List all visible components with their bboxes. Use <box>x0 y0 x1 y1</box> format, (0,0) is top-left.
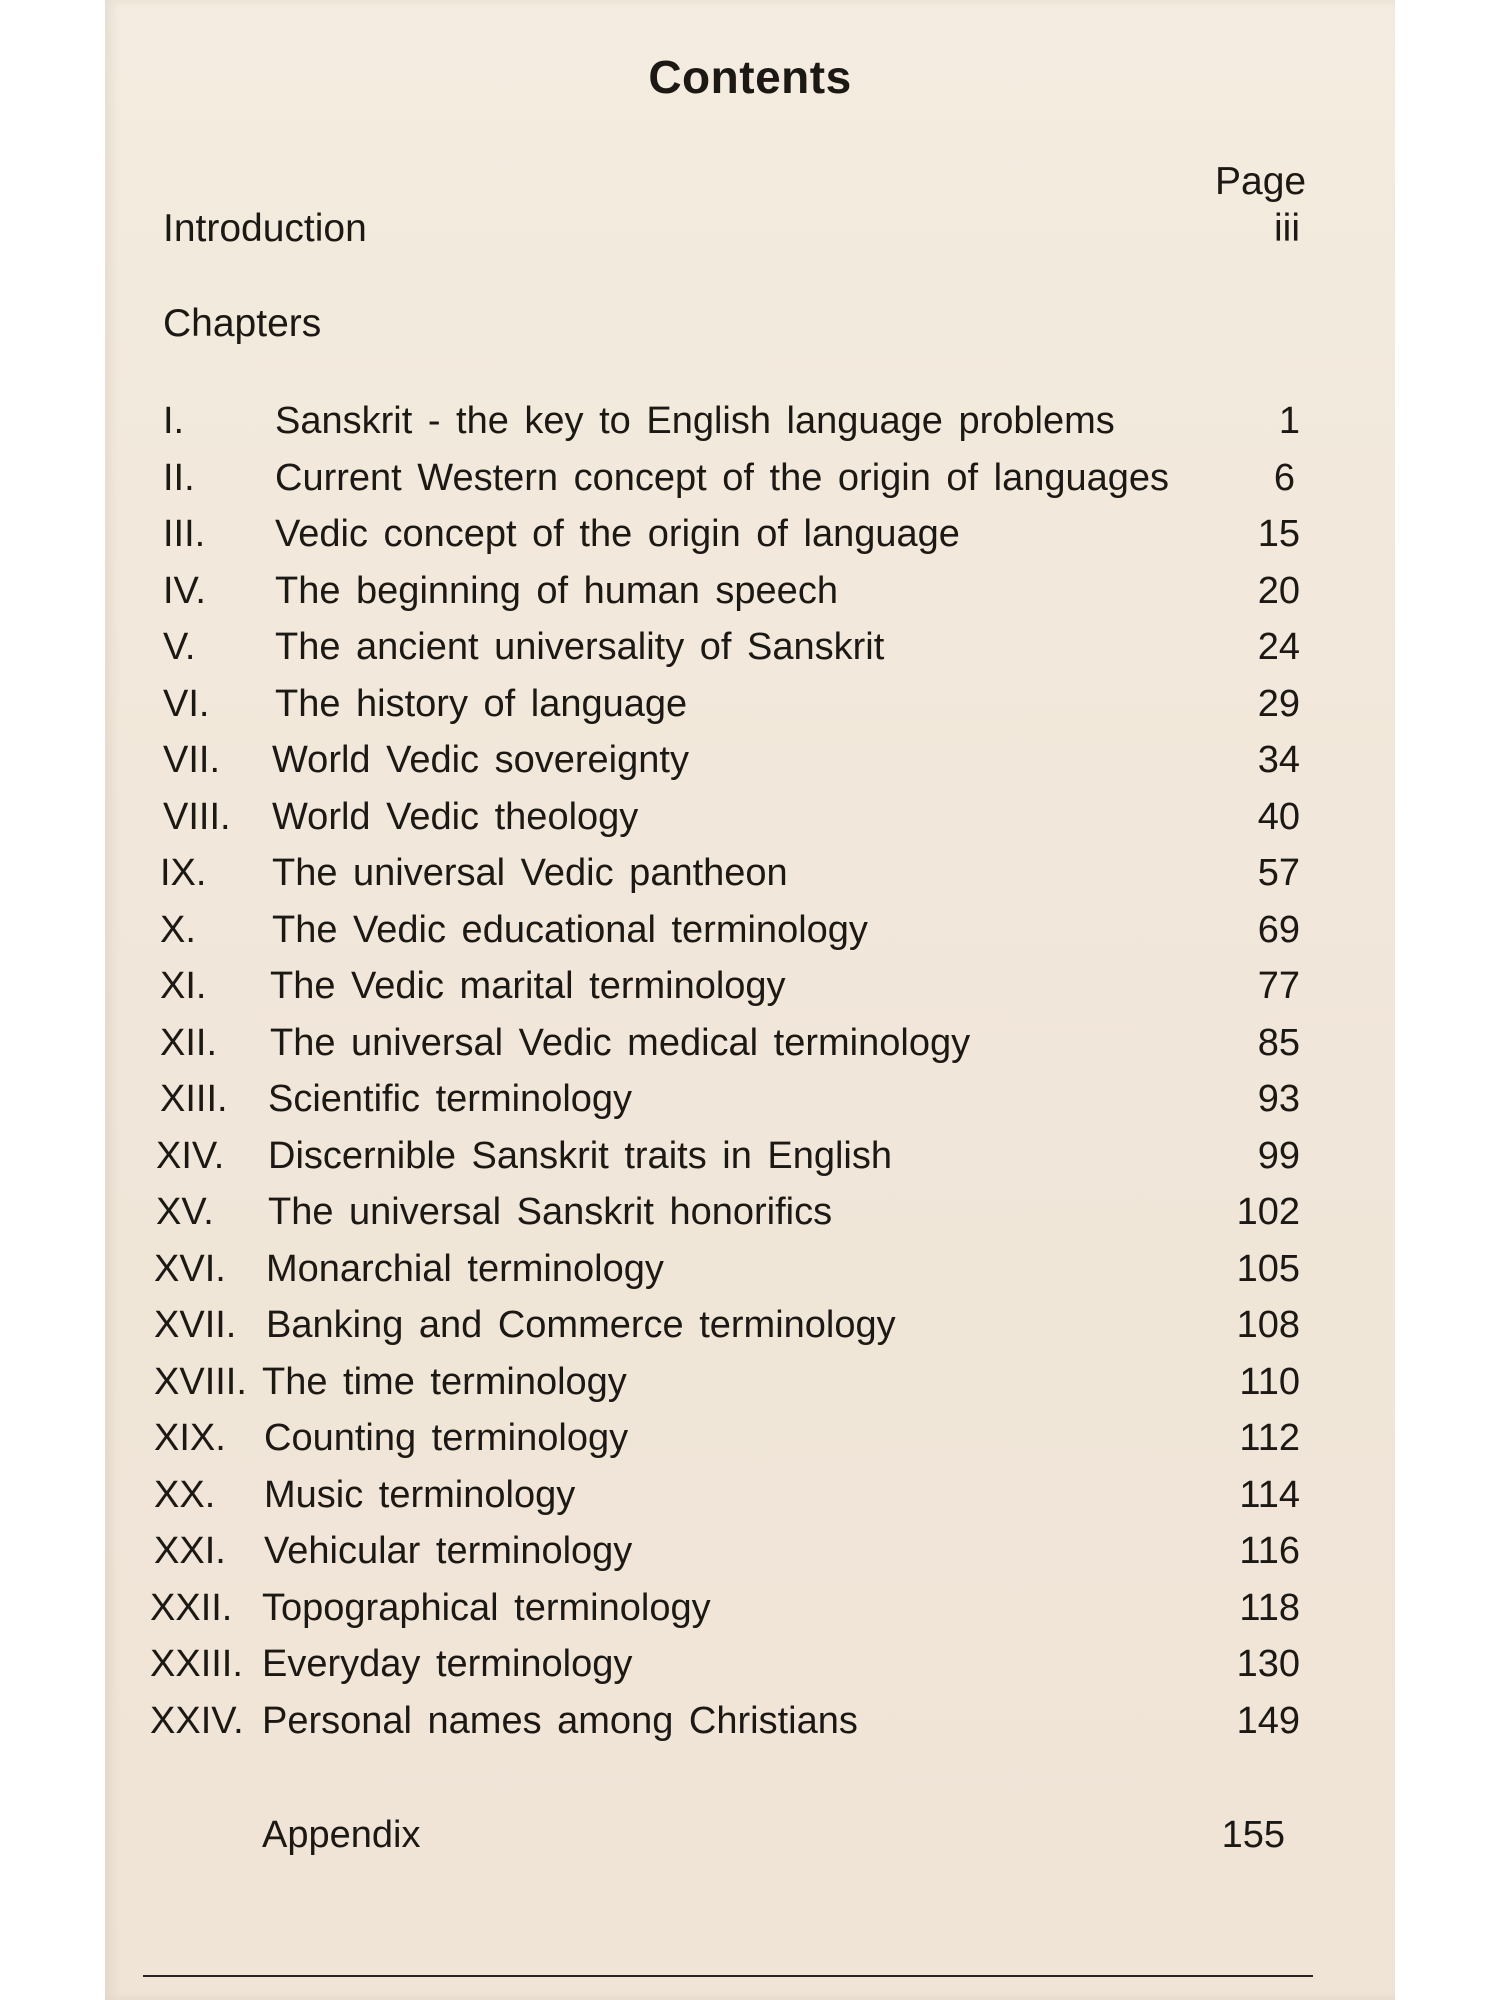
toc-entry <box>0 626 1500 682</box>
chapter-title: The time terminology <box>262 1360 627 1403</box>
chapter-title: The Vedic educational terminology <box>272 908 868 951</box>
toc-entry <box>0 1700 1500 1756</box>
chapter-page-number: 108 <box>1236 1304 1300 1346</box>
chapter-title: The universal Vedic pantheon <box>272 852 788 894</box>
page-column-heading: Page <box>1215 160 1307 203</box>
appendix-label: Appendix <box>262 1814 421 1856</box>
toc-entry <box>0 1304 1500 1360</box>
chapter-number: XXIII. <box>150 1643 243 1685</box>
chapter-title: Music terminology <box>264 1473 576 1516</box>
toc-entry <box>0 739 1500 795</box>
chapter-title: The universal Sanskrit honorifics <box>268 1191 833 1233</box>
chapter-number: I. <box>163 400 185 442</box>
toc-entry <box>0 852 1500 908</box>
chapter-title: The universal Vedic medical terminology <box>270 1021 971 1064</box>
chapter-title: The ancient universality of Sanskrit <box>275 626 885 668</box>
chapter-page-number: 24 <box>1257 626 1300 668</box>
chapter-page-number: 102 <box>1236 1191 1300 1233</box>
chapter-page-number: 34 <box>1257 739 1300 781</box>
toc-entry <box>0 1361 1500 1417</box>
chapter-page-number: 110 <box>1239 1360 1300 1403</box>
chapter-number: XXIV. <box>150 1699 244 1742</box>
chapter-page-number: 105 <box>1236 1247 1300 1290</box>
chapter-page-number: 6 <box>1273 456 1295 499</box>
chapter-number: XX. <box>154 1473 216 1516</box>
chapter-page-number: 40 <box>1257 795 1300 838</box>
chapter-page-number: 99 <box>1257 1134 1300 1177</box>
chapter-title: Current Western concept of the origin of languages <box>275 456 1170 499</box>
chapter-page-number: 57 <box>1257 852 1300 894</box>
toc-entry <box>0 1587 1500 1643</box>
chapter-page-number: 20 <box>1257 569 1300 612</box>
chapter-title: World Vedic sovereignty <box>272 739 689 781</box>
toc-entry <box>0 400 1500 456</box>
chapter-number: XVI. <box>154 1247 226 1290</box>
toc-entry <box>0 1643 1500 1699</box>
chapter-number: VII. <box>163 739 221 781</box>
chapter-title: Everyday terminology <box>262 1643 633 1685</box>
chapter-number: X. <box>160 908 196 951</box>
chapter-title: The history of language <box>275 682 688 725</box>
chapter-page-number: 77 <box>1257 965 1300 1007</box>
chapter-number: XIII. <box>160 1078 228 1120</box>
chapter-number: IX. <box>160 852 207 894</box>
chapter-number: XIV. <box>156 1134 225 1177</box>
chapter-page-number: 114 <box>1239 1473 1300 1516</box>
chapter-number: VIII. <box>163 795 231 838</box>
chapter-page-number: 149 <box>1236 1699 1300 1742</box>
introduction-label: Introduction <box>163 207 367 250</box>
chapter-page-number: 1 <box>1278 400 1300 442</box>
toc-entry <box>0 965 1500 1021</box>
toc-entry <box>0 909 1500 965</box>
toc-entry <box>0 1078 1500 1134</box>
toc-entry <box>0 1135 1500 1191</box>
chapter-number: IV. <box>163 569 206 612</box>
toc-entry <box>0 683 1500 739</box>
chapter-number: XV. <box>156 1191 214 1233</box>
chapter-title: World Vedic theology <box>272 795 639 838</box>
chapter-title: Discernible Sanskrit traits in English <box>268 1134 893 1177</box>
chapter-number: XI. <box>160 965 207 1007</box>
chapter-title: Scientific terminology <box>268 1078 633 1120</box>
chapter-title: Vehicular terminology <box>264 1530 633 1572</box>
chapter-page-number: 85 <box>1257 1021 1300 1064</box>
chapter-number: XVII. <box>154 1304 237 1346</box>
chapter-number: XII. <box>160 1021 218 1064</box>
toc-entry <box>0 457 1500 513</box>
chapter-number: XIX. <box>154 1417 226 1459</box>
toc-entry <box>0 570 1500 626</box>
introduction-page-number: iii <box>1274 207 1300 250</box>
chapter-number: V. <box>163 626 196 668</box>
toc-entry <box>0 1530 1500 1586</box>
chapter-number: II. <box>163 456 195 499</box>
chapter-title: The Vedic marital terminology <box>270 965 786 1007</box>
toc-entry <box>0 796 1500 852</box>
toc-entry <box>0 1191 1500 1247</box>
appendix-page-number: 155 <box>1221 1814 1285 1856</box>
chapter-title: Banking and Commerce terminology <box>266 1304 896 1346</box>
toc-entry <box>0 1022 1500 1078</box>
chapter-title: Monarchial terminology <box>266 1247 664 1290</box>
chapter-title: Counting terminology <box>264 1417 629 1459</box>
chapter-page-number: 93 <box>1257 1078 1300 1120</box>
toc-entry <box>0 1248 1500 1304</box>
chapter-number: III. <box>163 513 206 555</box>
chapter-page-number: 69 <box>1257 908 1300 951</box>
toc-entry <box>0 1474 1500 1530</box>
chapter-page-number: 29 <box>1257 682 1300 725</box>
page-title: Contents <box>648 51 852 103</box>
chapter-number: XVIII. <box>154 1360 247 1403</box>
chapter-page-number: 118 <box>1239 1586 1300 1629</box>
bottom-rule <box>143 1975 1313 1977</box>
chapter-title: Personal names among Christians <box>262 1699 858 1742</box>
chapter-page-number: 130 <box>1236 1643 1300 1685</box>
chapter-title: The beginning of human speech <box>275 569 838 612</box>
chapter-title: Vedic concept of the origin of language <box>275 513 960 555</box>
chapter-page-number: 116 <box>1239 1530 1300 1572</box>
toc-entry <box>0 1417 1500 1473</box>
toc-entry <box>0 513 1500 569</box>
chapter-number: XXI. <box>154 1530 226 1572</box>
chapter-title: Topographical terminology <box>262 1586 711 1629</box>
chapter-number: VI. <box>163 682 210 725</box>
chapter-number: XXII. <box>150 1586 233 1629</box>
chapter-page-number: 112 <box>1239 1417 1300 1459</box>
chapter-page-number: 15 <box>1257 513 1300 555</box>
chapter-title: Sanskrit - the key to English language problems <box>275 400 1115 442</box>
chapters-heading: Chapters <box>163 302 322 345</box>
